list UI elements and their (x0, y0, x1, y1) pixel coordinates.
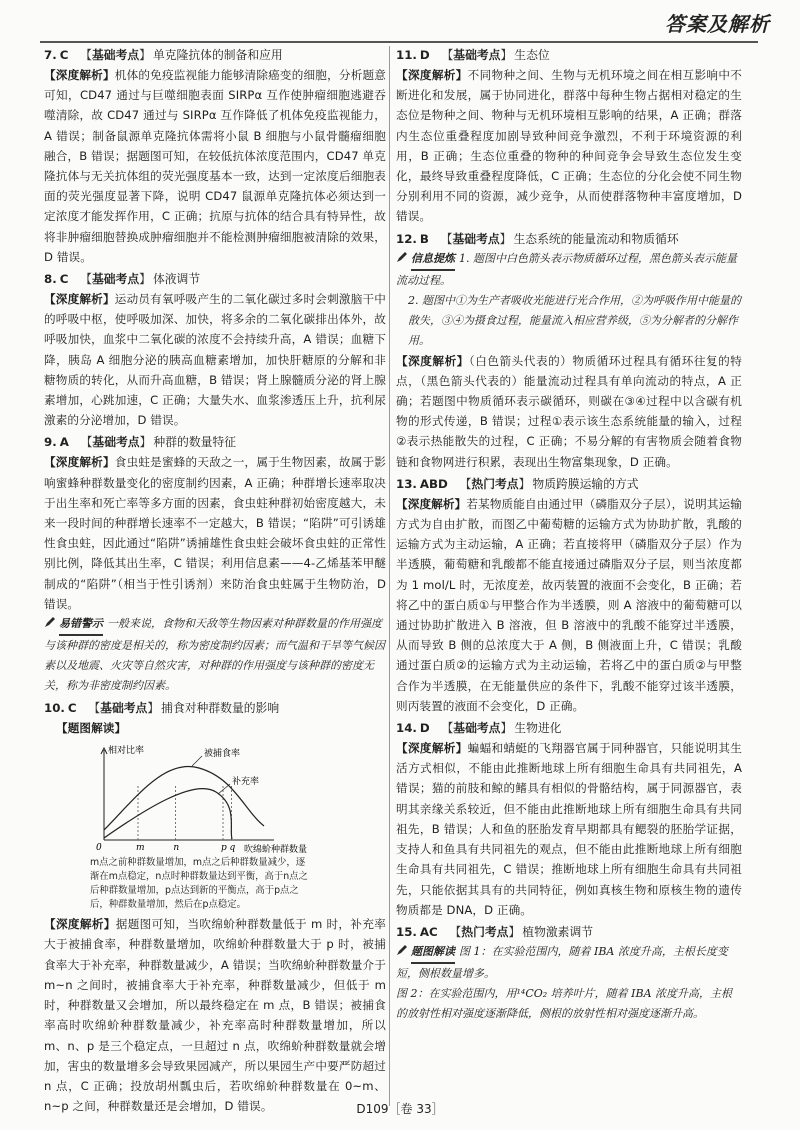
page-footer: D109［卷 33］ (356, 1102, 444, 1116)
answer: C (59, 272, 69, 287)
question-number: 11. (396, 48, 417, 62)
chart-svg (90, 740, 330, 856)
x-tick-label: 0 (96, 843, 102, 854)
analysis: 【深度解析】机体的免疫监视能力能够清除癌变的细胞，分析题意可知，CD47 通过与巨噬细胞表面 SIRPα 互作使肿瘤细胞逃避吞噬清除，故 CD47 通过与 SIRPα 互作降低了机体免疫监视能力，A 错误；制备鼠源单克隆抗体需将小鼠 B 细胞与小鼠骨髓瘤细胞融合，B 错误；据题图可知，在较低抗体浓度范围内，CD47 单克隆抗体与无关抗体组的荧光强度基本一致，达到一定浓度后细胞表面的荧光强度显著下降，说明 CD47 鼠源单克隆抗体必须达到一定浓度才能发挥作用，C 正确；抗原与抗体的结合具有特异性，故将非肿瘤细胞替换成肿瘤细胞并不能检测肿瘤细胞被清除的效果，D 错误。 (44, 68, 386, 264)
pen-icon (396, 945, 408, 956)
x-tick-label: n (173, 843, 180, 854)
question-number: 15. (396, 924, 417, 939)
leader-predation (192, 756, 202, 766)
topic: 植物激素调节 (522, 924, 594, 939)
topic: 体液调节 (152, 272, 201, 287)
answer: D (419, 721, 430, 736)
x-axis-label: 吹绵蚧种群数量 (244, 845, 308, 856)
answer: B (419, 231, 429, 246)
tag: 【基础考点】 (441, 48, 513, 62)
pen-icon (396, 252, 408, 263)
tip-note: 易错警示 一般来说，食物和天敌等生物因素对种群数量的作用强度与该种群的密度是相关的，称为密度制约因素；而气温和干旱等气候因素以及地震、火灾等自然灾害，对种群的作用强度与该种群的密度无关，称为非密度制约因素。 (44, 614, 386, 696)
header-rule (40, 41, 758, 43)
analysis: 【深度解析】（白色箭头代表的）物质循环过程具有循环往复的特点，（黑色箭头代表的）能量流动过程具有单向流动的特点，A 正确；若题图中物质循环表示碳循环，则碳在③④过程中以含碳有机物的形式传递，B 错误；过程①表示该生态系统能量的输入，过程②表示热能散失的过程，C 正确；不易分解的有害物质会随着食物链和食物网进行积累，表现出生物富集现象，D 正确。 (396, 353, 742, 469)
tag: 【基础考点】 (80, 48, 151, 62)
analysis: 【深度解析】蝙蝠和蜻蜓的飞翔器官属于同种器官，只能说明其生活方式相似，不能由此推断地球上所有细胞生命具有共同祖先，A 错误；猫的前肢和鲸的鳍具有相似的骨骼结构，属于同源器官，表明其亲缘关系较近，但不能由此推断地球上所有细胞生命具有共同祖先，B 错误；人和鱼的胚胎发育早期都具有鳃裂的胚胎学证据，支持人和鱼具有共同祖先的观点，但不能由此推断地球上所有细胞生命具有共同祖先，C 错误；推断地球上所有细胞生命具有共同祖先，只能依据其具有的共同特征，例如真核生物和原核生物的遗传物质都是 DNA，D 正确。 (396, 741, 742, 917)
x-tick-label: m (136, 843, 145, 854)
y-axis-label: 相对比率 (108, 746, 145, 757)
question-number: 7. (44, 48, 57, 62)
question-15 (396, 923, 742, 1024)
question-10 (44, 699, 386, 1116)
predation-chart (90, 740, 330, 856)
figure-note-2: 图 2：在实验范围内，用¹⁴CO₂ 培养叶片，随着 IBA 浓度升高，主根的放射性相对强度逐渐降低，侧根的放射性相对强度逐渐升高。 (396, 986, 733, 1020)
figure-note: 题图解读 图 1：在实验范围内，随着 IBA 浓度升高，主根长度变短，侧根数量增多。 (396, 942, 742, 984)
right-column (396, 46, 742, 1027)
info-note: 信息提炼 1. 题图中白色箭头表示物质循环过程，黑色箭头表示能量流动过程。 (396, 249, 742, 291)
analysis: 【深度解析】不同物种之间、生物与无机环境之间在相互影响中不断进化和发展，属于协同进化，群落中每种生物占据相对稳定的生态位是物种之间、物种与无机环境相互影响的结果，A 正确；群落内生态位重叠程度加剧导致种间竞争激烈，不利于环境资源的利用，B 正确；生态位重叠的物种的种间竞争会导致生态位发生变化，最终导致重叠程度降低，C 正确；生态位的分化会使不同生物分别利用不同的资源，减少竞争，从而使群落物种丰富度增加，D 错误。 (396, 68, 742, 224)
tag: 【基础考点】 (80, 435, 152, 450)
note-title: 信息提炼 (411, 249, 455, 271)
answer: D (419, 48, 430, 62)
figure-label: 【题图解读】 (56, 721, 127, 736)
topic: 物质跨膜运输的方式 (532, 476, 639, 491)
question-8 (44, 270, 386, 430)
question-number: 13. (396, 476, 417, 491)
topic: 生物进化 (514, 721, 562, 736)
question-number: 12. (396, 231, 417, 246)
note-title: 易错警示 (59, 614, 103, 636)
question-13 (396, 475, 742, 716)
left-column (44, 46, 386, 1119)
tag: 【基础考点】 (440, 231, 512, 246)
analysis: 【深度解析】运动员有氧呼吸产生的二氧化碳过多时会刺激脑干中的呼吸中枢，使呼吸加深、加快，将多余的二氧化碳排出体外，故呼吸加快，血浆中二氧化碳的浓度不会持续升高，A 错误；血糖下降，胰岛 A 细胞分泌的胰高血糖素增加，加快肝糖原的分解和非糖物质的转化，从而升高血糖，B 错误；肾上腺髓质分泌的肾上腺素增加，心跳加速，C 正确；大量失水、血浆渗透压上升，抗利尿激素的分泌增加，D 错误。 (44, 292, 386, 428)
answer: A (59, 435, 69, 450)
column-divider (389, 46, 390, 1106)
tag: 【热门考点】 (449, 924, 521, 939)
question-11 (396, 46, 742, 227)
answer: C (59, 48, 69, 62)
answer: ABD (419, 476, 448, 491)
topic: 生态位 (514, 48, 550, 62)
pen-icon (44, 617, 56, 628)
header-title: 答案及解析 (665, 12, 770, 36)
question-12 (396, 230, 742, 472)
x-tick-label: q (229, 843, 236, 854)
topic: 种群的数量特征 (153, 435, 237, 450)
tag: 【基础考点】 (441, 721, 513, 736)
tag: 【基础考点】 (80, 272, 151, 287)
analysis: 【深度解析】据题图可知，当吹绵蚧种群数量低于 m 时，补充率大于被捕食率，种群数量增加，吹绵蚧种群数量大于 p 时，被捕食率大于补充率，种群数量减少，A 错误；当吹绵蚧种群数量介于 m~n 之间时，被捕食率大于补充率，种群数量减少，但低于 m 时，种群数量又会增加，所以最终稳定在 m 点，B 错误；被捕食率高时吹绵蚧种群数量减少，补充率高时种群数量增加，所以 m、n、p 是三个稳定点，一旦超过 n 点，吹绵蚧种群数量就会增加，害虫的数量增多会导致果园减产，所以果园生产中要严防超过 n 点，C 正确；投放胡州瓢虫后，若吹绵蚧种群数量在 0~m、n~p 之间，种群数量还是会增加，D 错误。 (44, 917, 386, 1114)
topic: 捕食对种群数量的影响 (161, 701, 280, 716)
answer: AC (419, 924, 438, 939)
x-tick-label: p (221, 843, 227, 854)
question-number: 9. (44, 435, 57, 450)
question-9 (44, 433, 386, 696)
question-number: 14. (396, 721, 417, 736)
answer: C (67, 701, 77, 716)
question-number: 8. (44, 272, 57, 287)
series-label-supplement: 补充率 (232, 777, 260, 788)
question-number: 10. (44, 701, 65, 716)
info-note-2: 2. 题图中①为生产者吸收光能进行光合作用，②为呼吸作用中能量的散失，③④为摄食过程，能量流入相应营养级，⑤为分解者的分解作用。 (408, 293, 741, 347)
figure-caption: m点之前种群数量增加，m点之后种群数量减少，逐渐在m点稳定，n点时种群数量达到平衡，高于n点之后种群数量增加，p点达到新的平衡点，高于p点之后，种群数量增加，然后在p点稳定。 (90, 857, 308, 911)
tag: 【基础考点】 (88, 701, 160, 716)
topic: 单克隆抗体的制备和应用 (152, 48, 283, 62)
topic: 生态系统的能量流动和物质循环 (513, 231, 679, 246)
series-label-predation: 被捕食率 (204, 749, 241, 760)
leader-supplement (218, 784, 230, 794)
question-7 (44, 46, 386, 267)
analysis: 【深度解析】若某物质能自由通过甲（磷脂双分子层），说明其运输方式为自由扩散，而图乙中葡萄糖的运输方式为协助扩散，乳酸的运输方式为主动运输，A 正确；若直接将甲（磷脂双分子层）作为半透膜，葡萄糖和乳酸都不能直接通过磷脂双分子层，则当浓度都为 1 mol/L 时，无浓度差，故丙装置的液面不会变化，B 正确；若将乙中的蛋白质①与甲整合作为半透膜，则 A 溶液中的葡萄糖可以通过协助扩散进入 B 溶液，但 B 溶液中的乳酸不能穿过半透膜，从而导致 B 侧的总浓度大于 A 侧，B 侧液面上升，C 错误；乳酸通过蛋白质②的运输方式为主动运输，若将乙中的蛋白质②与甲整合作为半透膜，在无能量供应的条件下，乳酸不能穿过该半透膜，则丙装置的液面不会变化，D 正确。 (396, 496, 742, 713)
tag: 【热门考点】 (459, 476, 531, 491)
question-14 (396, 719, 742, 920)
series-line-supplement (104, 789, 232, 839)
note-title: 题图解读 (411, 942, 455, 964)
analysis: 【深度解析】食虫蛀是蜜蜂的天敌之一，属于生物因素，故属于影响蜜蜂种群数量变化的密度制约因素，A 正确；种群增长速率取决于出生率和死亡率等多方面的因素，食虫蛀种群初始密度越大，未来一段时间的种群增长速率不一定越大，B 错误；“陷阱”可引诱雄性食虫蛀，因此通过“陷阱”诱捕雄性食虫蛀会破坏食虫蛀的正常性别比例，降低其出生率，C 错误；利用信息素——4-乙烯基苯甲醚制成的“陷阱”（相当于性引诱剂）来防治食虫蛀属于生物防治，D 错误。 (44, 455, 386, 611)
